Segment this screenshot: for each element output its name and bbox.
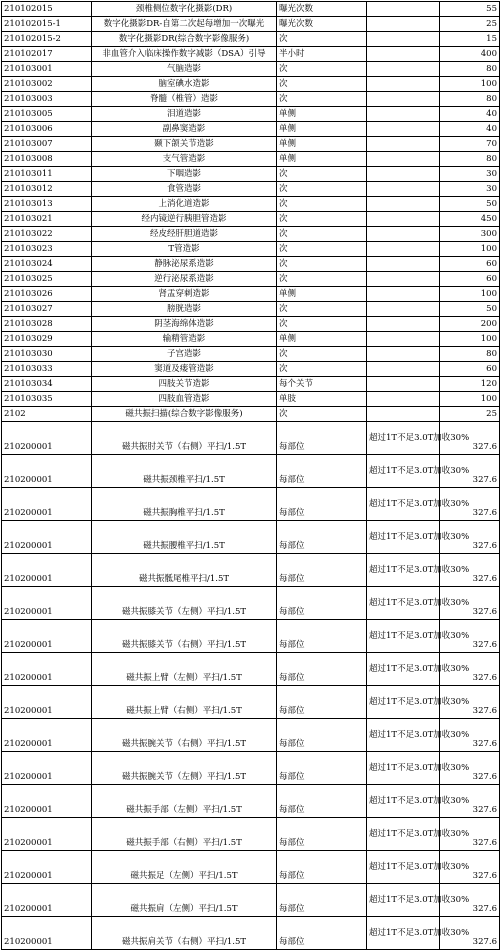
surcharge-note xyxy=(367,407,440,422)
surcharge-note: 超过1T不足3.0T加收30% xyxy=(367,455,440,488)
item-name: 气脑造影 xyxy=(92,62,277,77)
item-name: 磁共振腕关节（左侧）平扫/1.5T xyxy=(92,752,277,785)
surcharge-note: 超过1T不足3.0T加收30% xyxy=(367,818,440,851)
item-price: 80 xyxy=(440,92,500,107)
billing-unit: 次 xyxy=(277,32,367,47)
billing-unit: 半小时 xyxy=(277,47,367,62)
item-name: 静脉泌尿系造影 xyxy=(92,257,277,272)
surcharge-note: 超过1T不足3.0T加收30% xyxy=(367,752,440,785)
billing-unit: 单肢 xyxy=(277,392,367,407)
surcharge-note xyxy=(367,362,440,377)
item-name: 磁共振上臂（右侧）平扫/1.5T xyxy=(92,686,277,719)
item-code: 210200001 xyxy=(2,554,92,587)
item-name: 非血管介入临床操作数字减影（DSA）引导 xyxy=(92,47,277,62)
item-code: 210200001 xyxy=(2,719,92,752)
surcharge-note xyxy=(367,77,440,92)
billing-unit: 每个关节 xyxy=(277,377,367,392)
table-row xyxy=(2,653,500,686)
item-price: 70 xyxy=(440,137,500,152)
item-code: 210103026 xyxy=(2,287,92,302)
surcharge-note xyxy=(367,122,440,137)
item-name: 膀胱造影 xyxy=(92,302,277,317)
item-price: 60 xyxy=(440,272,500,287)
item-price: 60 xyxy=(440,257,500,272)
item-price: 40 xyxy=(440,122,500,137)
item-name: 磁共振腕关节（右侧）平扫/1.5T xyxy=(92,719,277,752)
item-name: 食管造影 xyxy=(92,182,277,197)
billing-unit: 次 xyxy=(277,197,367,212)
item-name: 副鼻窦造影 xyxy=(92,122,277,137)
surcharge-note xyxy=(367,227,440,242)
item-name: 窦道及瘘管造影 xyxy=(92,362,277,377)
item-code: 210103027 xyxy=(2,302,92,317)
billing-unit: 曝光次数 xyxy=(277,2,367,17)
surcharge-note xyxy=(367,182,440,197)
table-row xyxy=(2,257,500,272)
item-code: 210103022 xyxy=(2,227,92,242)
table-row xyxy=(2,587,500,620)
item-code: 210103034 xyxy=(2,377,92,392)
item-code: 210103007 xyxy=(2,137,92,152)
item-code: 210103012 xyxy=(2,182,92,197)
table-row xyxy=(2,818,500,851)
table-row xyxy=(2,620,500,653)
item-code: 210200001 xyxy=(2,488,92,521)
billing-unit: 单侧 xyxy=(277,122,367,137)
surcharge-note xyxy=(367,197,440,212)
item-code: 210103033 xyxy=(2,362,92,377)
table-row xyxy=(2,47,500,62)
surcharge-note: 超过1T不足3.0T加收30% xyxy=(367,554,440,587)
item-price: 327.6 xyxy=(440,884,500,917)
billing-unit: 每部位 xyxy=(277,917,367,950)
surcharge-note: 超过1T不足3.0T加收30% xyxy=(367,521,440,554)
table-row xyxy=(2,317,500,332)
billing-unit: 次 xyxy=(277,302,367,317)
billing-unit: 次 xyxy=(277,62,367,77)
item-price: 327.6 xyxy=(440,752,500,785)
item-price: 30 xyxy=(440,167,500,182)
item-name: 脊髓（椎管）造影 xyxy=(92,92,277,107)
item-code: 210200001 xyxy=(2,521,92,554)
table-row xyxy=(2,377,500,392)
item-price: 80 xyxy=(440,62,500,77)
billing-unit: 单侧 xyxy=(277,137,367,152)
billing-unit: 次 xyxy=(277,407,367,422)
item-name: 阴茎海绵体造影 xyxy=(92,317,277,332)
item-name: 上消化道造影 xyxy=(92,197,277,212)
item-price: 327.6 xyxy=(440,719,500,752)
table-row xyxy=(2,197,500,212)
surcharge-note: 超过1T不足3.0T加收30% xyxy=(367,719,440,752)
billing-unit: 每部位 xyxy=(277,455,367,488)
table-row xyxy=(2,752,500,785)
item-code: 210103008 xyxy=(2,152,92,167)
surcharge-note: 超过1T不足3.0T加收30% xyxy=(367,488,440,521)
item-name: 磁共振骶尾椎平扫/1.5T xyxy=(92,554,277,587)
item-name: 四肢关节造影 xyxy=(92,377,277,392)
table-row xyxy=(2,227,500,242)
billing-unit: 次 xyxy=(277,92,367,107)
item-code: 210103021 xyxy=(2,212,92,227)
table-row xyxy=(2,167,500,182)
item-name: 磁共振膝关节（左侧）平扫/1.5T xyxy=(92,587,277,620)
item-code: 210200001 xyxy=(2,422,92,455)
item-name: 输精管造影 xyxy=(92,332,277,347)
surcharge-note xyxy=(367,167,440,182)
item-name: T管造影 xyxy=(92,242,277,257)
item-name: 磁共振手部（右侧）平扫/1.5T xyxy=(92,818,277,851)
surcharge-note: 超过1T不足3.0T加收30% xyxy=(367,620,440,653)
billing-unit: 次 xyxy=(277,242,367,257)
item-code: 210103028 xyxy=(2,317,92,332)
item-name: 磁共振上臂（左侧）平扫/1.5T xyxy=(92,653,277,686)
surcharge-note xyxy=(367,242,440,257)
item-code: 210103030 xyxy=(2,347,92,362)
item-name: 颈椎侧位数字化摄影(DR) xyxy=(92,2,277,17)
item-price: 25 xyxy=(440,407,500,422)
surcharge-note: 超过1T不足3.0T加收30% xyxy=(367,785,440,818)
billing-unit: 每部位 xyxy=(277,587,367,620)
item-name: 磁共振肩关节（右侧）平扫/1.5T xyxy=(92,917,277,950)
item-price: 327.6 xyxy=(440,488,500,521)
surcharge-note xyxy=(367,332,440,347)
item-name: 肾盂穿刺造影 xyxy=(92,287,277,302)
table-row xyxy=(2,686,500,719)
surcharge-note xyxy=(367,2,440,17)
item-code: 210102015-1 xyxy=(2,17,92,32)
item-price: 327.6 xyxy=(440,917,500,950)
surcharge-note xyxy=(367,377,440,392)
billing-unit: 每部位 xyxy=(277,653,367,686)
surcharge-note xyxy=(367,272,440,287)
table-row xyxy=(2,407,500,422)
item-price: 327.6 xyxy=(440,818,500,851)
table-row xyxy=(2,785,500,818)
item-price: 327.6 xyxy=(440,653,500,686)
table-row xyxy=(2,884,500,917)
item-name: 数字化摄影DR(综合数字影像服务) xyxy=(92,32,277,47)
surcharge-note xyxy=(367,257,440,272)
item-price: 80 xyxy=(440,152,500,167)
item-code: 210102017 xyxy=(2,47,92,62)
item-name: 逆行泌尿系造影 xyxy=(92,272,277,287)
item-code: 210103023 xyxy=(2,242,92,257)
item-name: 磁共振足（左侧）平扫/1.5T xyxy=(92,851,277,884)
item-code: 210103005 xyxy=(2,107,92,122)
table-row xyxy=(2,422,500,455)
item-code: 210103024 xyxy=(2,257,92,272)
item-price: 327.6 xyxy=(440,686,500,719)
surcharge-note xyxy=(367,317,440,332)
billing-unit: 单侧 xyxy=(277,152,367,167)
table-row xyxy=(2,287,500,302)
surcharge-note xyxy=(367,212,440,227)
item-name: 四肢血管造影 xyxy=(92,392,277,407)
item-code: 210200001 xyxy=(2,620,92,653)
table-row xyxy=(2,77,500,92)
item-price: 100 xyxy=(440,242,500,257)
surcharge-note: 超过1T不足3.0T加收30% xyxy=(367,587,440,620)
surcharge-note: 超过1T不足3.0T加收30% xyxy=(367,422,440,455)
item-name: 子宫造影 xyxy=(92,347,277,362)
item-name: 磁共振膝关节（右侧）平扫/1.5T xyxy=(92,620,277,653)
table-row xyxy=(2,554,500,587)
table-row xyxy=(2,719,500,752)
item-name: 磁共振扫描(综合数字影像服务) xyxy=(92,407,277,422)
surcharge-note xyxy=(367,47,440,62)
item-name: 磁共振颈椎平扫/1.5T xyxy=(92,455,277,488)
table-row xyxy=(2,122,500,137)
billing-unit: 次 xyxy=(277,257,367,272)
item-price: 200 xyxy=(440,317,500,332)
table-row xyxy=(2,182,500,197)
billing-unit: 每部位 xyxy=(277,719,367,752)
item-code: 210103003 xyxy=(2,92,92,107)
item-code: 210103013 xyxy=(2,197,92,212)
billing-unit: 次 xyxy=(277,212,367,227)
item-price: 55 xyxy=(440,2,500,17)
item-price: 327.6 xyxy=(440,620,500,653)
item-price: 60 xyxy=(440,362,500,377)
fee-table xyxy=(1,1,500,950)
table-row xyxy=(2,362,500,377)
item-code: 210200001 xyxy=(2,686,92,719)
item-price: 25 xyxy=(440,17,500,32)
item-code: 210103011 xyxy=(2,167,92,182)
item-price: 40 xyxy=(440,107,500,122)
item-code: 210200001 xyxy=(2,851,92,884)
item-name: 磁共振腰椎平扫/1.5T xyxy=(92,521,277,554)
item-price: 50 xyxy=(440,302,500,317)
item-price: 80 xyxy=(440,347,500,362)
item-price: 327.6 xyxy=(440,521,500,554)
surcharge-note xyxy=(367,137,440,152)
item-name: 支气管造影 xyxy=(92,152,277,167)
item-name: 脑室碘水造影 xyxy=(92,77,277,92)
item-code: 210200001 xyxy=(2,917,92,950)
billing-unit: 每部位 xyxy=(277,521,367,554)
billing-unit: 单侧 xyxy=(277,287,367,302)
billing-unit: 每部位 xyxy=(277,620,367,653)
billing-unit: 单侧 xyxy=(277,107,367,122)
fee-table-body xyxy=(2,2,500,950)
item-code: 210200001 xyxy=(2,752,92,785)
item-code: 210103006 xyxy=(2,122,92,137)
table-row xyxy=(2,212,500,227)
billing-unit: 曝光次数 xyxy=(277,17,367,32)
table-row xyxy=(2,242,500,257)
billing-unit: 每部位 xyxy=(277,554,367,587)
table-row xyxy=(2,332,500,347)
item-price: 100 xyxy=(440,392,500,407)
table-row xyxy=(2,137,500,152)
item-price: 100 xyxy=(440,77,500,92)
table-row xyxy=(2,152,500,167)
item-name: 磁共振手部（左侧）平扫/1.5T xyxy=(92,785,277,818)
item-code: 210200001 xyxy=(2,653,92,686)
item-code: 210102015-2 xyxy=(2,32,92,47)
billing-unit: 次 xyxy=(277,77,367,92)
table-row xyxy=(2,32,500,47)
billing-unit: 每部位 xyxy=(277,785,367,818)
surcharge-note xyxy=(367,62,440,77)
item-name: 颞下颌关节造影 xyxy=(92,137,277,152)
billing-unit: 每部位 xyxy=(277,818,367,851)
billing-unit: 次 xyxy=(277,272,367,287)
item-code: 210200001 xyxy=(2,884,92,917)
surcharge-note xyxy=(367,32,440,47)
billing-unit: 单侧 xyxy=(277,332,367,347)
surcharge-note: 超过1T不足3.0T加收30% xyxy=(367,851,440,884)
surcharge-note xyxy=(367,17,440,32)
table-row xyxy=(2,455,500,488)
item-name: 下咽造影 xyxy=(92,167,277,182)
surcharge-note: 超过1T不足3.0T加收30% xyxy=(367,686,440,719)
surcharge-note: 超过1T不足3.0T加收30% xyxy=(367,917,440,950)
table-row xyxy=(2,851,500,884)
surcharge-note xyxy=(367,107,440,122)
item-code: 210103025 xyxy=(2,272,92,287)
item-code: 2102 xyxy=(2,407,92,422)
surcharge-note xyxy=(367,392,440,407)
item-name: 数字化摄影DR-自第二次起每增加一次曝光 xyxy=(92,17,277,32)
surcharge-note xyxy=(367,302,440,317)
table-row xyxy=(2,392,500,407)
surcharge-note xyxy=(367,287,440,302)
item-price: 120 xyxy=(440,377,500,392)
item-name: 经内镜逆行胰胆管造影 xyxy=(92,212,277,227)
table-row xyxy=(2,17,500,32)
item-name: 经皮经肝胆道造影 xyxy=(92,227,277,242)
item-code: 210103001 xyxy=(2,62,92,77)
surcharge-note: 超过1T不足3.0T加收30% xyxy=(367,653,440,686)
billing-unit: 次 xyxy=(277,227,367,242)
item-code: 210200001 xyxy=(2,587,92,620)
billing-unit: 次 xyxy=(277,167,367,182)
billing-unit: 每部位 xyxy=(277,488,367,521)
table-row xyxy=(2,92,500,107)
item-price: 50 xyxy=(440,197,500,212)
table-row xyxy=(2,107,500,122)
billing-unit: 每部位 xyxy=(277,422,367,455)
billing-unit: 每部位 xyxy=(277,686,367,719)
item-price: 327.6 xyxy=(440,851,500,884)
item-name: 泪道造影 xyxy=(92,107,277,122)
billing-unit: 每部位 xyxy=(277,851,367,884)
table-row xyxy=(2,2,500,17)
item-price: 100 xyxy=(440,332,500,347)
table-row xyxy=(2,488,500,521)
item-price: 300 xyxy=(440,227,500,242)
billing-unit: 次 xyxy=(277,317,367,332)
table-row xyxy=(2,302,500,317)
billing-unit: 每部位 xyxy=(277,884,367,917)
billing-unit: 次 xyxy=(277,182,367,197)
billing-unit: 次 xyxy=(277,347,367,362)
table-row xyxy=(2,62,500,77)
item-price: 30 xyxy=(440,182,500,197)
surcharge-note: 超过1T不足3.0T加收30% xyxy=(367,884,440,917)
item-code: 210103029 xyxy=(2,332,92,347)
item-price: 327.6 xyxy=(440,587,500,620)
item-price: 450 xyxy=(440,212,500,227)
table-row xyxy=(2,347,500,362)
item-code: 210200001 xyxy=(2,785,92,818)
item-price: 327.6 xyxy=(440,422,500,455)
item-price: 100 xyxy=(440,287,500,302)
table-row xyxy=(2,272,500,287)
item-price: 327.6 xyxy=(440,785,500,818)
surcharge-note xyxy=(367,152,440,167)
table-row xyxy=(2,521,500,554)
item-code: 210200001 xyxy=(2,455,92,488)
item-name: 磁共振胸椎平扫/1.5T xyxy=(92,488,277,521)
item-code: 210200001 xyxy=(2,818,92,851)
item-name: 磁共振肩（左侧）平扫/1.5T xyxy=(92,884,277,917)
item-price: 327.6 xyxy=(440,554,500,587)
item-name: 磁共振肘关节（右侧）平扫/1.5T xyxy=(92,422,277,455)
table-row xyxy=(2,917,500,950)
item-code: 210102015 xyxy=(2,2,92,17)
item-price: 15 xyxy=(440,32,500,47)
surcharge-note xyxy=(367,92,440,107)
billing-unit: 次 xyxy=(277,362,367,377)
surcharge-note xyxy=(367,347,440,362)
item-price: 327.6 xyxy=(440,455,500,488)
item-price: 400 xyxy=(440,47,500,62)
item-code: 210103002 xyxy=(2,77,92,92)
billing-unit: 每部位 xyxy=(277,752,367,785)
item-code: 210103035 xyxy=(2,392,92,407)
